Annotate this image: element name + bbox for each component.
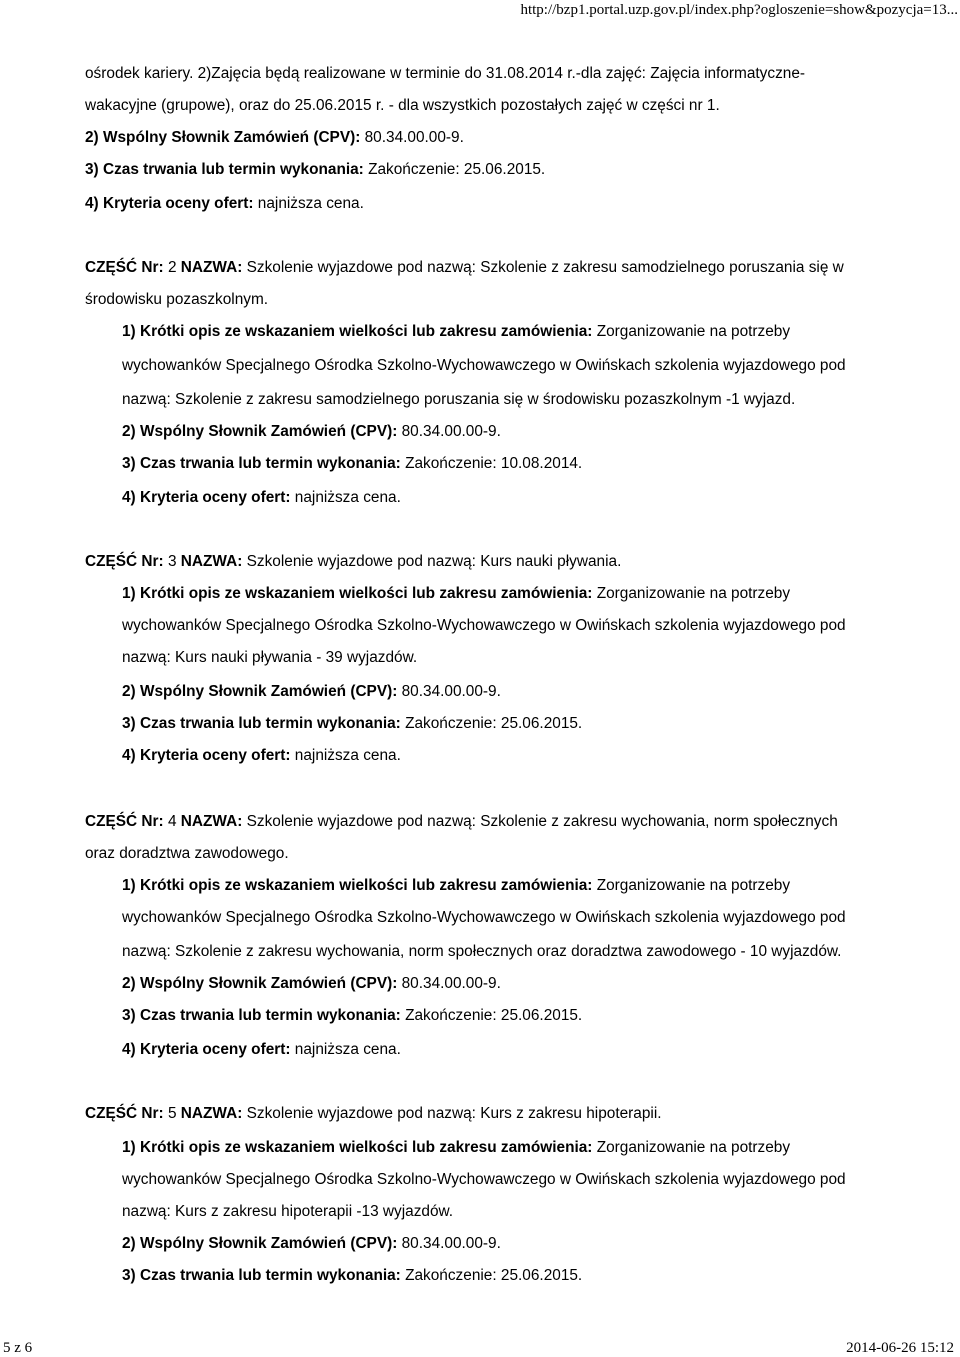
term-label: 3) Czas trwania lub termin wykonania:: [85, 161, 364, 178]
intro-cpv: [85, 128, 464, 148]
cpv-label: 2) Wspólny Słownik Zamówień (CPV):: [122, 975, 398, 992]
term-label: 3) Czas trwania lub termin wykonania:: [122, 715, 401, 732]
cpv-value: 80.34.00.00-9.: [397, 975, 501, 992]
part-label: CZĘŚĆ Nr:: [85, 553, 164, 570]
cpv-value: 80.34.00.00-9.: [360, 129, 464, 146]
desc-value: Zorganizowanie na potrzeby: [592, 1139, 791, 1156]
part-4-desc-line-3: nazwą: Szkolenie z zakresu wychowania, norm społecznych oraz doradztwa zawodowego - 10 wyjazdów.: [122, 943, 842, 960]
part-name: Szkolenie wyjazdowe pod nazwą: Kurs nauki pływania.: [242, 553, 622, 570]
part-name: Szkolenie wyjazdowe pod nazwą: Szkolenie z zakresu wychowania, norm społecznych: [242, 813, 838, 830]
part-2-criteria: [122, 488, 401, 508]
part-2-desc-line-3: nazwą: Szkolenie z zakresu samodzielnego poruszania się w środowisku pozaszkolnym -1 wyjazd.: [122, 391, 796, 408]
cpv-label: 2) Wspólny Słownik Zamówień (CPV):: [85, 129, 361, 146]
part-5-desc-line-2: wychowanków Specjalnego Ośrodka Szkolno-Wychowawczego w Owińskach szkolenia wyjazdowego pod: [122, 1171, 846, 1188]
part-label: CZĘŚĆ Nr:: [85, 813, 164, 830]
part-2-desc: [122, 322, 790, 342]
part-3-cpv: [122, 682, 501, 702]
term-label: 3) Czas trwania lub termin wykonania:: [122, 1007, 401, 1024]
term-label: 3) Czas trwania lub termin wykonania:: [122, 1267, 401, 1284]
term-label: 3) Czas trwania lub termin wykonania:: [122, 455, 401, 472]
print-timestamp: 2014-06-26 15:12: [846, 1340, 954, 1356]
criteria-label: 4) Kryteria oceny ofert:: [122, 1041, 291, 1058]
part-3-header: [85, 552, 621, 572]
part-3-desc: [122, 584, 790, 604]
part-3-criteria: [122, 746, 401, 766]
part-4-header: [85, 812, 838, 832]
part-4-term: [122, 1006, 582, 1026]
part-2-desc-line-2: wychowanków Specjalnego Ośrodka Szkolno-Wychowawczego w Owińskach szkolenia wyjazdowego pod: [122, 357, 846, 374]
part-number: 2: [163, 259, 181, 276]
term-value: Zakończenie: 25.06.2015.: [400, 715, 583, 732]
part-4-name-cont: oraz doradztwa zawodowego.: [85, 845, 289, 862]
intro-line-2: wakacyjne (grupowe), oraz do 25.06.2015 r. - dla wszystkich pozostałych zajęć w części nr 1.: [85, 97, 720, 114]
cpv-value: 80.34.00.00-9.: [397, 683, 501, 700]
criteria-label: 4) Kryteria oceny ofert:: [122, 747, 291, 764]
part-5-header: [85, 1104, 662, 1124]
part-2-header: [85, 258, 844, 278]
part-name: Szkolenie wyjazdowe pod nazwą: Szkolenie z zakresu samodzielnego poruszania się w: [242, 259, 844, 276]
part-5-cpv: [122, 1234, 501, 1254]
part-3-desc-line-3: nazwą: Kurs nauki pływania - 39 wyjazdów.: [122, 649, 418, 666]
desc-value: Zorganizowanie na potrzeby: [592, 877, 791, 894]
part-number: 5: [163, 1105, 181, 1122]
part-number: 3: [163, 553, 181, 570]
desc-value: Zorganizowanie na potrzeby: [592, 585, 791, 602]
desc-label: 1) Krótki opis ze wskazaniem wielkości lub zakresu zamówienia:: [122, 323, 593, 340]
cpv-label: 2) Wspólny Słownik Zamówień (CPV):: [122, 1235, 398, 1252]
page-number: 5 z 6: [3, 1340, 33, 1356]
desc-label: 1) Krótki opis ze wskazaniem wielkości lub zakresu zamówienia:: [122, 1139, 593, 1156]
name-label: NAZWA:: [180, 813, 243, 830]
criteria-label: 4) Kryteria oceny ofert:: [85, 195, 254, 212]
part-3-term: [122, 714, 582, 734]
part-5-term: [122, 1266, 582, 1286]
term-value: Zakończenie: 25.06.2015.: [400, 1267, 583, 1284]
part-4-cpv: [122, 974, 501, 994]
part-2-name-cont: środowisku pozaszkolnym.: [85, 291, 269, 308]
term-value: Zakończenie: 25.06.2015.: [400, 1007, 583, 1024]
part-2-cpv: [122, 422, 501, 442]
part-5-desc-line-3: nazwą: Kurs z zakresu hipoterapii -13 wyjazdów.: [122, 1203, 454, 1220]
part-4-desc: [122, 876, 790, 896]
criteria-value: najniższa cena.: [253, 195, 364, 212]
cpv-value: 80.34.00.00-9.: [397, 423, 501, 440]
part-label: CZĘŚĆ Nr:: [85, 259, 164, 276]
criteria-value: najniższa cena.: [290, 489, 401, 506]
name-label: NAZWA:: [180, 1105, 243, 1122]
intro-term: [85, 160, 545, 180]
criteria-value: najniższa cena.: [290, 1041, 401, 1058]
name-label: NAZWA:: [180, 553, 243, 570]
term-value: Zakończenie: 25.06.2015.: [363, 161, 546, 178]
part-3-desc-line-2: wychowanków Specjalnego Ośrodka Szkolno-Wychowawczego w Owińskach szkolenia wyjazdowego pod: [122, 617, 846, 634]
desc-label: 1) Krótki opis ze wskazaniem wielkości lub zakresu zamówienia:: [122, 877, 593, 894]
part-5-desc: [122, 1138, 790, 1158]
part-name: Szkolenie wyjazdowe pod nazwą: Kurs z zakresu hipoterapii.: [242, 1105, 662, 1122]
part-4-criteria: [122, 1040, 401, 1060]
cpv-value: 80.34.00.00-9.: [397, 1235, 501, 1252]
part-2-term: [122, 454, 582, 474]
cpv-label: 2) Wspólny Słownik Zamówień (CPV):: [122, 683, 398, 700]
name-label: NAZWA:: [180, 259, 243, 276]
criteria-value: najniższa cena.: [290, 747, 401, 764]
desc-value: Zorganizowanie na potrzeby: [592, 323, 791, 340]
term-value: Zakończenie: 10.08.2014.: [400, 455, 583, 472]
part-number: 4: [163, 813, 181, 830]
cpv-label: 2) Wspólny Słownik Zamówień (CPV):: [122, 423, 398, 440]
page-url: http://bzp1.portal.uzp.gov.pl/index.php?ogloszenie=show&pozycja=13...: [520, 2, 958, 18]
part-label: CZĘŚĆ Nr:: [85, 1105, 164, 1122]
intro-criteria: [85, 194, 364, 214]
intro-line-1: ośrodek kariery. 2)Zajęcia będą realizowane w terminie do 31.08.2014 r.-dla zajęć: Zajęcia informatyczne-: [85, 65, 806, 82]
part-4-desc-line-2: wychowanków Specjalnego Ośrodka Szkolno-Wychowawczego w Owińskach szkolenia wyjazdowego pod: [122, 909, 846, 926]
criteria-label: 4) Kryteria oceny ofert:: [122, 489, 291, 506]
desc-label: 1) Krótki opis ze wskazaniem wielkości lub zakresu zamówienia:: [122, 585, 593, 602]
